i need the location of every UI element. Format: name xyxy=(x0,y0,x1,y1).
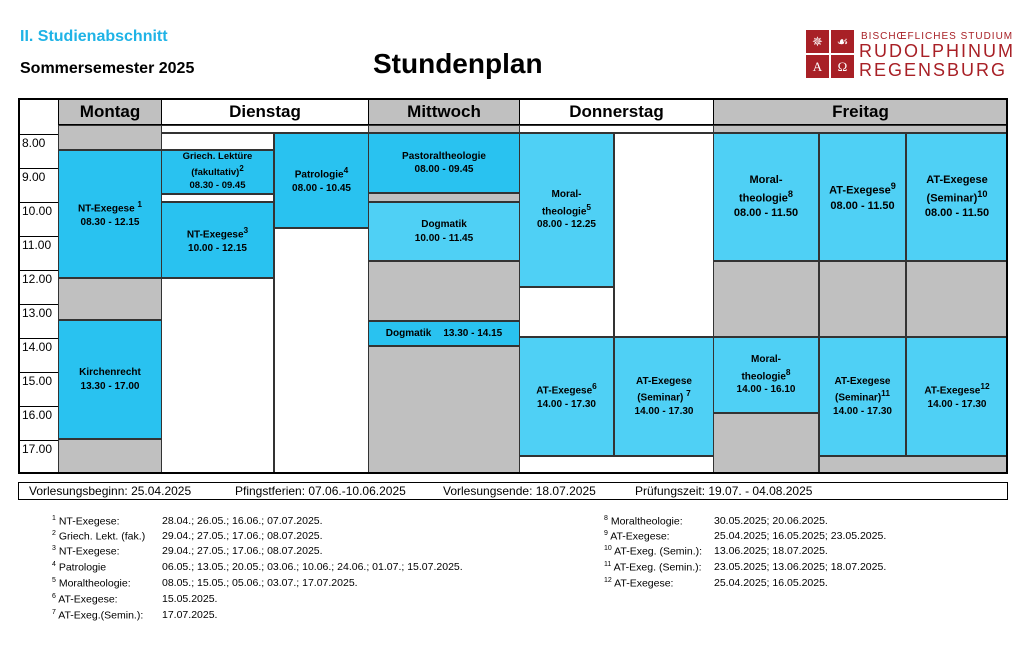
alpha-icon: A xyxy=(806,55,829,78)
footnote-dates: 25.04.2025; 16.05.2025; 23.05.2025. xyxy=(714,530,887,542)
footnote-item: $^{11}$ AT-Exeg. (Semin.): xyxy=(604,561,702,574)
logo-line2: RUDOLPHINUM xyxy=(859,41,1016,61)
semester-title: Sommersemester 2025 xyxy=(20,60,195,77)
time-label: 15.00 xyxy=(22,374,53,388)
course-block-monday-nt-exegese[interactable]: NT-Exegese $^1$ 08.30 - 12.15 xyxy=(58,150,162,278)
semester-info-bar xyxy=(18,482,1008,500)
logo-line1: BISCHŒFLICHES STUDIUM xyxy=(861,31,1014,42)
footnote-item: $^2$ Griech. Lekt. (fak.) xyxy=(52,530,146,543)
course-block-tuesday-griech-lektuere[interactable]: Griech. Lektüre (fakultativ)$^2$ 08.30 - 09.45 xyxy=(161,150,274,194)
day-header-friday: Freitag xyxy=(713,98,1008,125)
time-header xyxy=(18,98,60,125)
course-block-friday-at-exegese-seminar[interactable]: AT-Exegese (Seminar)$^{10}$ 08.00 - 11.50 xyxy=(906,133,1008,261)
footnote-dates: 17.07.2025. xyxy=(162,609,218,621)
logo-emblem xyxy=(806,30,854,78)
course-block-friday-moraltheologie[interactable]: Moral- theologie$^8$ 08.00 - 11.50 xyxy=(713,133,819,261)
logo-line3: REGENSBURG xyxy=(859,60,1008,80)
pentecost-holidays: Pfingstferien: 07.06.-10.06.2025 xyxy=(235,484,406,498)
footnote-item: $^9$ AT-Exegese: xyxy=(604,530,670,543)
page-title: Stundenplan xyxy=(373,48,543,79)
footnote-item: $^{10}$ AT-Exeg. (Semin.): xyxy=(604,545,703,558)
course-block-wednesday-dogmatik[interactable]: Dogmatik 10.00 - 11.45 xyxy=(368,202,520,261)
day-header-monday: Montag xyxy=(58,98,162,125)
course-block-friday-moraltheologie-afternoon[interactable]: Moral- theologie$^8$ 14.00 - 16.10 xyxy=(713,337,819,413)
exam-period: Prüfungszeit: 19.07. - 04.08.2025 xyxy=(635,484,813,498)
time-label: 9.00 xyxy=(22,170,46,184)
time-label: 12.00 xyxy=(22,272,53,286)
time-label: 13.00 xyxy=(22,306,53,320)
fish-icon: ☙ xyxy=(831,30,854,53)
course-block-thursday-at-exegese-seminar[interactable]: AT-Exegese (Seminar) $^7$ 14.00 - 17.30 xyxy=(614,337,714,456)
footnote-dates: 06.05.; 13.05.; 20.05.; 03.06.; 10.06.; 24.06.; 01.07.; 15.07.2025. xyxy=(162,561,463,573)
course-block-thursday-at-exegese[interactable]: AT-Exegese$^6$ 14.00 - 17.30 xyxy=(519,337,614,456)
day-header-wednesday: Mittwoch xyxy=(368,98,520,125)
footnote-item: $^3$ NT-Exegese: xyxy=(52,545,120,558)
time-label: 8.00 xyxy=(22,136,46,150)
footnote-dates: 15.05.2025. xyxy=(162,593,218,605)
footnote-dates: 13.06.2025; 18.07.2025. xyxy=(714,545,828,557)
course-block-friday-at-exegese-afternoon[interactable]: AT-Exegese$^{12}$ 14.00 - 17.30 xyxy=(906,337,1008,456)
time-label: 10.00 xyxy=(22,204,53,218)
day-header-thursday: Donnerstag xyxy=(519,98,714,125)
timetable xyxy=(18,98,1008,474)
footnote-item: $^5$ Moraltheologie: xyxy=(52,577,131,590)
footnote-dates: 08.05.; 15.05.; 05.06.; 03.07.; 17.07.2025. xyxy=(162,577,358,589)
section-title: II. Studienabschnitt xyxy=(20,28,168,45)
time-label: 14.00 xyxy=(22,340,53,354)
course-block-thursday-moraltheologie[interactable]: Moral- theologie$^5$ 08.00 - 12.25 xyxy=(519,133,614,287)
course-block-friday-at-exegese[interactable]: AT-Exegese$^9$ 08.00 - 11.50 xyxy=(819,133,906,261)
footnote-item: $^1$ NT-Exegese: xyxy=(52,515,120,528)
course-block-monday-kirchenrecht[interactable]: Kirchenrecht 13.30 - 17.00 xyxy=(58,320,162,439)
footnote-item: $^{12}$ AT-Exegese: xyxy=(604,577,674,590)
footnote-dates: 29.04.; 27.05.; 17.06.; 08.07.2025. xyxy=(162,545,323,557)
footnote-item: $^7$ AT-Exeg.(Semin.): xyxy=(52,609,144,622)
course-block-tuesday-patrologie[interactable]: Patrologie$^4$ 08.00 - 10.45 xyxy=(274,133,369,228)
time-label: 11.00 xyxy=(22,238,52,252)
footnote-dates: 30.05.2025; 20.06.2025. xyxy=(714,515,828,527)
lecture-end: Vorlesungsende: 18.07.2025 xyxy=(443,484,596,498)
footnote-item: $^4$ Patrologie xyxy=(52,561,107,574)
footnote-item: $^8$ Moraltheologie: xyxy=(604,515,683,528)
time-label: 16.00 xyxy=(22,408,53,422)
day-header-tuesday: Dienstag xyxy=(161,98,369,125)
course-block-wednesday-pastoraltheologie[interactable]: Pastoraltheologie 08.00 - 09.45 xyxy=(368,133,520,193)
course-block-wednesday-dogmatik-afternoon[interactable]: Dogmatik 13.30 - 14.15 xyxy=(368,321,520,346)
footnote-item: $^6$ AT-Exegese: xyxy=(52,593,118,606)
course-block-tuesday-nt-exegese[interactable]: NT-Exegese$^3$ 10.00 - 12.15 xyxy=(161,202,274,278)
footnote-dates: 28.04.; 26.05.; 16.06.; 07.07.2025. xyxy=(162,515,323,527)
footnote-dates: 25.04.2025; 16.05.2025. xyxy=(714,577,828,589)
omega-icon: Ω xyxy=(831,55,854,78)
time-label: 17.00 xyxy=(22,442,53,456)
footnote-dates: 23.05.2025; 13.06.2025; 18.07.2025. xyxy=(714,561,887,573)
star-icon: ✵ xyxy=(806,30,829,53)
footnote-dates: 29.04.; 27.05.; 17.06.; 08.07.2025. xyxy=(162,530,323,542)
lecture-start: Vorlesungsbeginn: 25.04.2025 xyxy=(29,484,192,498)
course-block-friday-at-exegese-seminar-afternoon[interactable]: AT-Exegese (Seminar)$^{11}$ 14.00 - 17.30 xyxy=(819,337,906,456)
